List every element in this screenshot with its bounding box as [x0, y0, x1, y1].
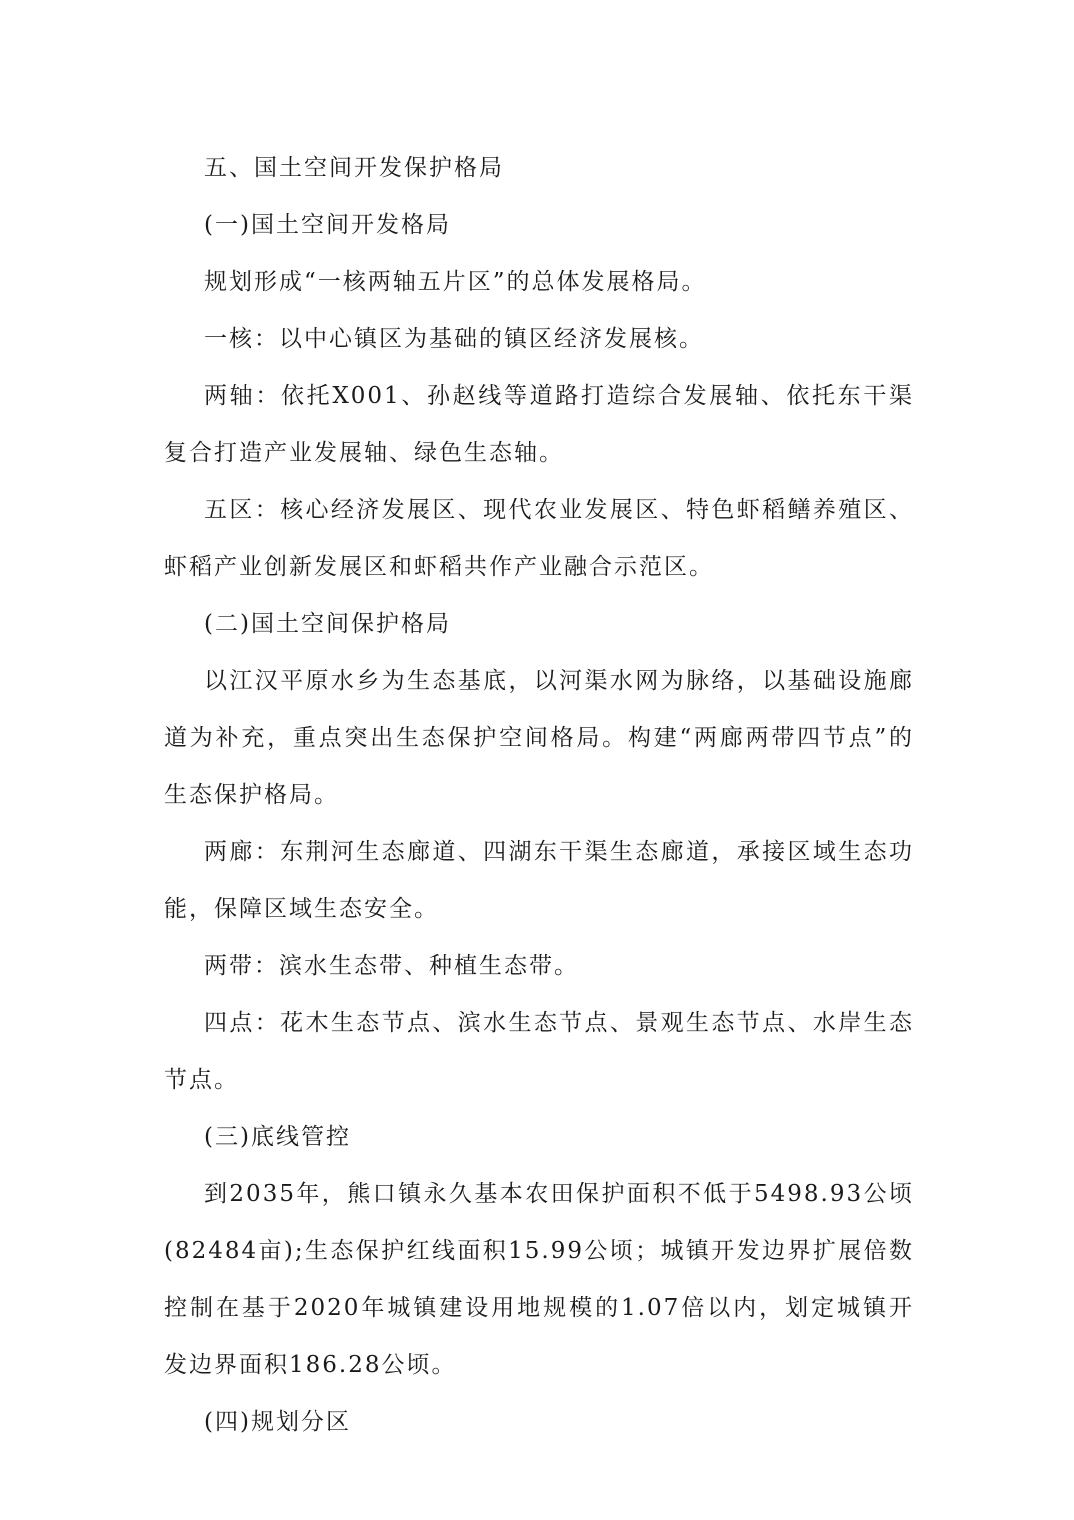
subsection-heading: (一)国土空间开发格局 [204, 212, 451, 238]
section-heading: 五、国土空间开发保护格局 [204, 155, 504, 181]
subsection-heading: (二)国土空间保护格局 [204, 611, 451, 637]
body-paragraph: 规划形成“一核两轴五片区”的总体发展格局。 [204, 269, 707, 295]
subsection-heading: (四)规划分区 [204, 1409, 351, 1435]
body-paragraph: 两廊：东荆河生态廊道、四湖东干渠生态廊道，承接区域生态功能，保障区域生态安全。 [164, 839, 914, 922]
body-paragraph: 两轴：依托X001、孙赵线等道路打造综合发展轴、依托东干渠复合打造产业发展轴、绿色生态轴。 [164, 383, 914, 466]
body-paragraph: 两带：滨水生态带、种植生态带。 [204, 953, 579, 979]
body-paragraph: 一核：以中心镇区为基础的镇区经济发展核。 [204, 326, 704, 352]
body-paragraph: 四点：花木生态节点、滨水生态节点、景观生态节点、水岸生态节点。 [164, 1010, 914, 1093]
document-body [164, 140, 914, 1451]
body-paragraph: 五区：核心经济发展区、现代农业发展区、特色虾稻鳝养殖区、虾稻产业创新发展区和虾稻共作产业融合示范区。 [164, 497, 914, 580]
body-paragraph: 以江汉平原水乡为生态基底，以河渠水网为脉络，以基础设施廊道为补充，重点突出生态保护空间格局。构建“两廊两带四节点”的生态保护格局。 [164, 668, 914, 808]
body-paragraph: 到2035年，熊口镇永久基本农田保护面积不低于5498.93公顷(82484亩);生态保护红线面积15.99公顷；城镇开发边界扩展倍数控制在基于2020年城镇建设用地规模的1.07倍以内，划定城镇开发边界面积186.28公顷。 [164, 1181, 914, 1378]
subsection-heading: (三)底线管控 [204, 1124, 351, 1150]
